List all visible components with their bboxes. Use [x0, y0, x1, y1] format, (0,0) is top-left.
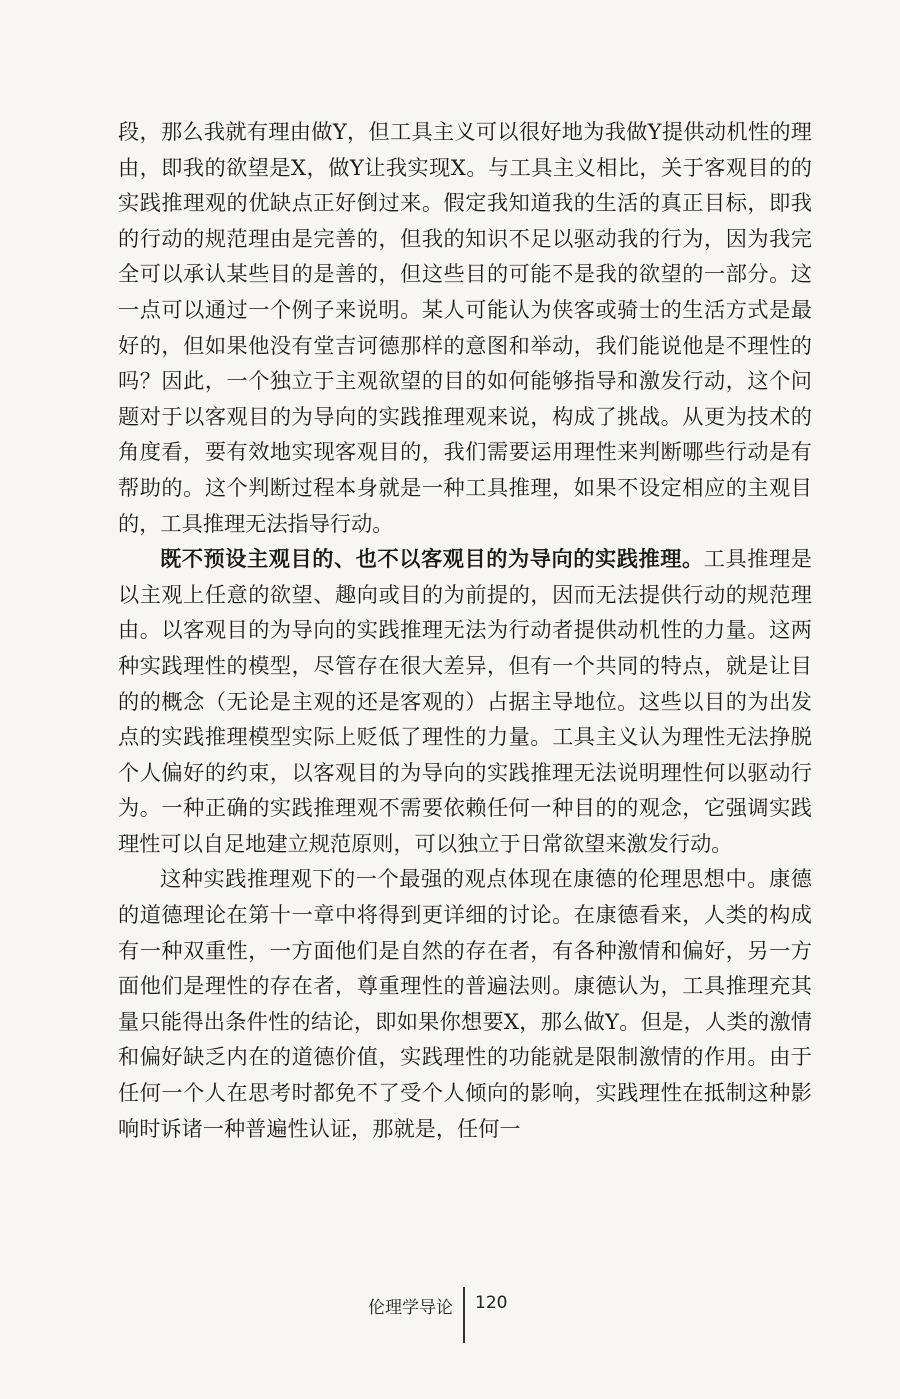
footer-divider	[463, 1287, 465, 1343]
paragraph-1-text: 段，那么我就有理由做Y，但工具主义可以很好地为我做Y提供动机性的理由，即我的欲望是X，做Y让我实现X。与工具主义相比，关于客观目的的实践推理观的优缺点正好倒过来。假定我知道我的生活的真正目标，即我的行动的规范理由是完善的，但我的知识不足以驱动我的行为，因为我完全可以承认某些目的是善的，但这些目的可能不是我的欲望的一部分。这一点可以通过一个例子来说明。某人可能认为侠客或骑士的生活方式是最好的，但如果他没有堂吉诃德那样的意图和举动，我们能说他是不理性的吗？因此，一个独立于主观欲望的目的如何能够指导和激发行动，这个问题对于以客观目的为导向的实践推理观来说，构成了挑战。从更为技术的角度看，要有效地实现客观目的，我们需要运用理性来判断哪些行动是有帮助的。这个判断过程本身就是一种工具推理，如果不设定相应的主观目的，工具推理无法指导行动。	[118, 119, 812, 536]
book-title: 伦理学导论	[368, 1298, 453, 1318]
paragraph-3	[118, 861, 812, 1146]
paragraph-2	[118, 541, 812, 861]
paragraph-2-lead: 既不预设主观目的、也不以客观目的为导向的实践推理。	[160, 546, 704, 572]
body-text	[118, 114, 812, 1146]
paragraph-3-text: 这种实践推理观下的一个最强的观点体现在康德的伦理思想中。康德的道德理论在第十一章中将得到更详细的讨论。在康德看来，人类的构成有一种双重性，一方面他们是自然的存在者，有各种激情和偏好，另一方面他们是理性的存在者，尊重理性的普遍法则。康德认为，工具推理充其量只能得出条件性的结论，即如果你想要X，那么做Y。但是，人类的激情和偏好缺乏内在的道德价值，实践理性的功能就是限制激情的作用。由于任何一个人在思考时都免不了受个人倾向的影响，实践理性在抵制这种影响时诉诸一种普遍性认证，那就是，任何一	[118, 866, 812, 1141]
paragraph-1	[118, 114, 812, 541]
paragraph-2-text: 工具推理是以主观上任意的欲望、趣向或目的为前提的，因而无法提供行动的规范理由。以客观目的为导向的实践推理无法为行动者提供动机性的力量。这两种实践理性的模型，尽管存在很大差异，但有一个共同的特点，就是让目的的概念（无论是主观的还是客观的）占据主导地位。这些以目的为出发点的实践推理模型实际上贬低了理性的力量。工具主义认为理性无法挣脱个人偏好的约束，以客观目的为导向的实践推理无法说明理性何以驱动行为。一种正确的实践推理观不需要依赖任何一种目的的观念，它强调实践理性可以自足地建立规范原则，可以独立于日常欲望来激发行动。	[118, 546, 812, 856]
page-number: 120	[475, 1293, 508, 1313]
page-footer	[0, 1287, 900, 1347]
